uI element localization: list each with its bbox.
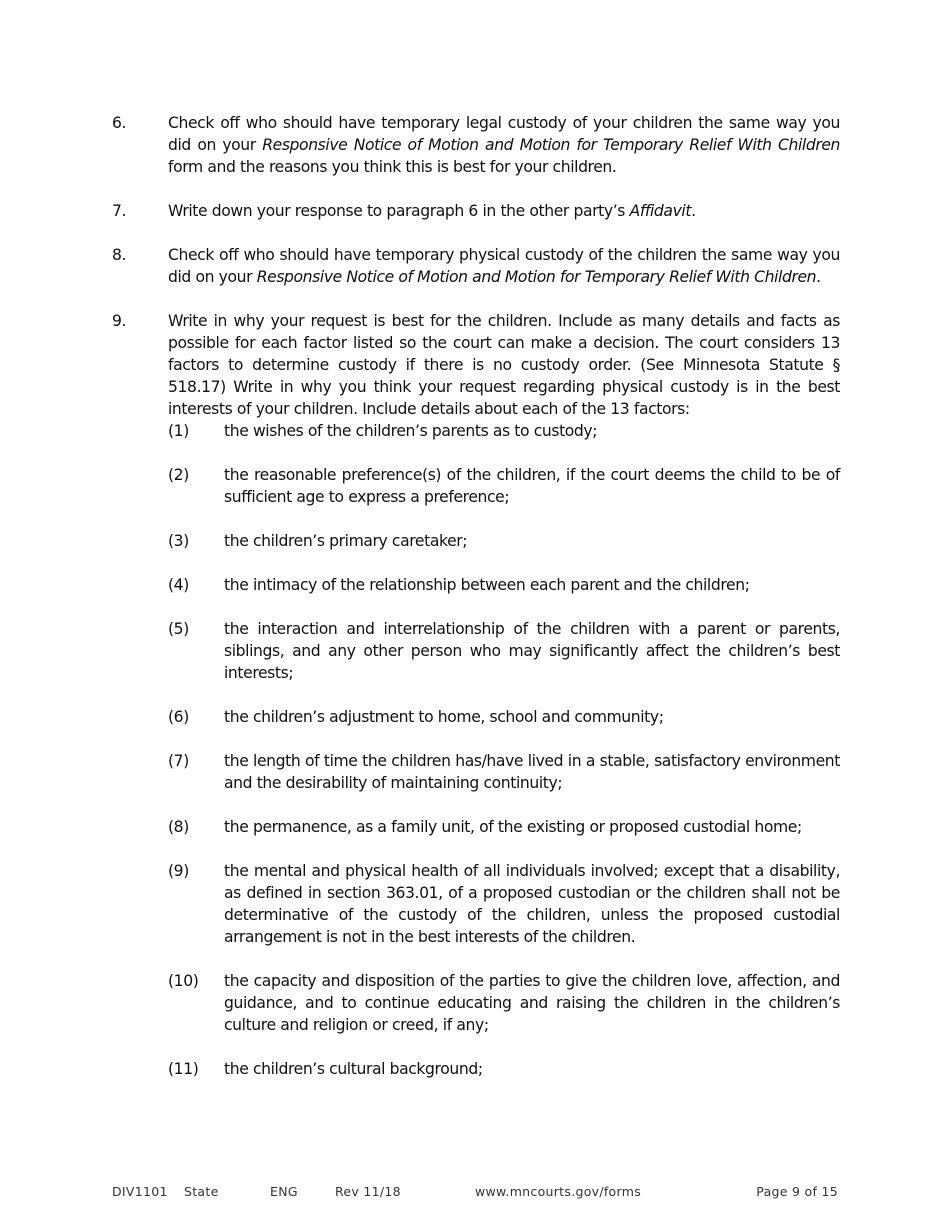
footer-url: www.mncourts.gov/forms [475,1184,642,1199]
factor-item [168,706,840,728]
factor-text: the length of time the children has/have lived in a stable, satisfactory environment and the desirability of maintaining continuity; [224,752,840,792]
factor-text: the children’s primary caretaker; [224,532,468,550]
footer-language: ENG [270,1184,298,1199]
text-run: Check off who should have temporary legal custody of your children the same way you did on your [168,114,840,154]
factor-item [168,618,840,684]
paragraph-7 [112,200,840,222]
factor-item [168,464,840,508]
paragraph-9 [112,310,840,420]
footer-page-number: Page 9 of 15 [756,1184,838,1199]
factor-text: the permanence, as a family unit, of the existing or proposed custodial home; [224,818,802,836]
text-run: form and the reasons you think this is best for your children. [168,158,617,176]
text-run: . [691,202,696,220]
factor-text: the children’s cultural background; [224,1060,483,1078]
factor-item [168,860,840,948]
factor-item [168,420,840,442]
factor-number: (3) [168,532,189,550]
paragraph-text [168,244,840,288]
factor-item [168,816,840,838]
paragraph-number: 9. [112,312,127,330]
factor-item [168,750,840,794]
factor-number: (5) [168,620,189,638]
page-footer [112,1184,840,1202]
factor-number: (4) [168,576,189,594]
factor-text: the reasonable preference(s) of the children, if the court deems the child to be of sufficient age to express a preference; [224,466,840,506]
factor-item [168,574,840,596]
paragraph-8 [112,244,840,288]
factor-text: the intimacy of the relationship between each parent and the children; [224,576,750,594]
factor-number: (10) [168,972,199,990]
factor-number: (1) [168,422,189,440]
factor-text: the interaction and interrelationship of the children with a parent or parents, siblings, and any other person who may significantly affect the children’s best interests; [224,620,840,682]
factor-text: the children’s adjustment to home, school and community; [224,708,664,726]
factor-item [168,970,840,1036]
paragraph-number: 6. [112,114,127,132]
footer-form-code: DIV1101 [112,1184,168,1199]
factor-number: (9) [168,862,189,880]
footer-state: State [184,1184,219,1199]
form-title-italic: Responsive Notice of Motion and Motion for Temporary Relief With Children [256,268,817,286]
paragraph-number: 7. [112,202,127,220]
paragraph-text [168,200,840,222]
document-body [112,112,840,1080]
text-run: . [816,268,821,286]
text-run: Check off who should have temporary physical custody of the children the same way you did on your [168,246,840,286]
factor-text: the wishes of the children’s parents as to custody; [224,422,598,440]
text-run: Write down your response to paragraph 6 in the other party’s [168,202,630,220]
factor-number: (11) [168,1060,199,1078]
form-title-italic: Affidavit [629,202,692,220]
paragraph-6 [112,112,840,178]
paragraph-number: 8. [112,246,127,264]
factor-number: (6) [168,708,189,726]
footer-revision: Rev 11/18 [335,1184,401,1199]
factor-text: the mental and physical health of all individuals involved; except that a disability, as defined in section 363.01, of a proposed custodian or the children shall not be determinative of the custody of the children, unless the proposed custodial arrangement is not in the best interests of the children. [224,862,840,946]
paragraph-text [168,112,840,178]
factor-number: (8) [168,818,189,836]
factor-item [168,530,840,552]
paragraph-text: Write in why your request is best for the children. Include as many details and facts as possible for each factor listed so the court can make a decision. The court considers 13 factors to determine custody if there is no custody order. (See Minnesota Statute § 518.17) Write in why you think your request regarding physical custody is in the best interests of your children. Include details about each of the 13 factors: [168,312,840,418]
form-title-italic: Responsive Notice of Motion and Motion for Temporary Relief With Children [262,136,841,154]
factor-number: (2) [168,466,189,484]
factor-text: the capacity and disposition of the parties to give the children love, affection, and guidance, and to continue educating and raising the children in the children’s culture and religion or creed, if any; [224,972,840,1034]
factor-list [168,420,840,1080]
factor-number: (7) [168,752,189,770]
factor-item [168,1058,840,1080]
